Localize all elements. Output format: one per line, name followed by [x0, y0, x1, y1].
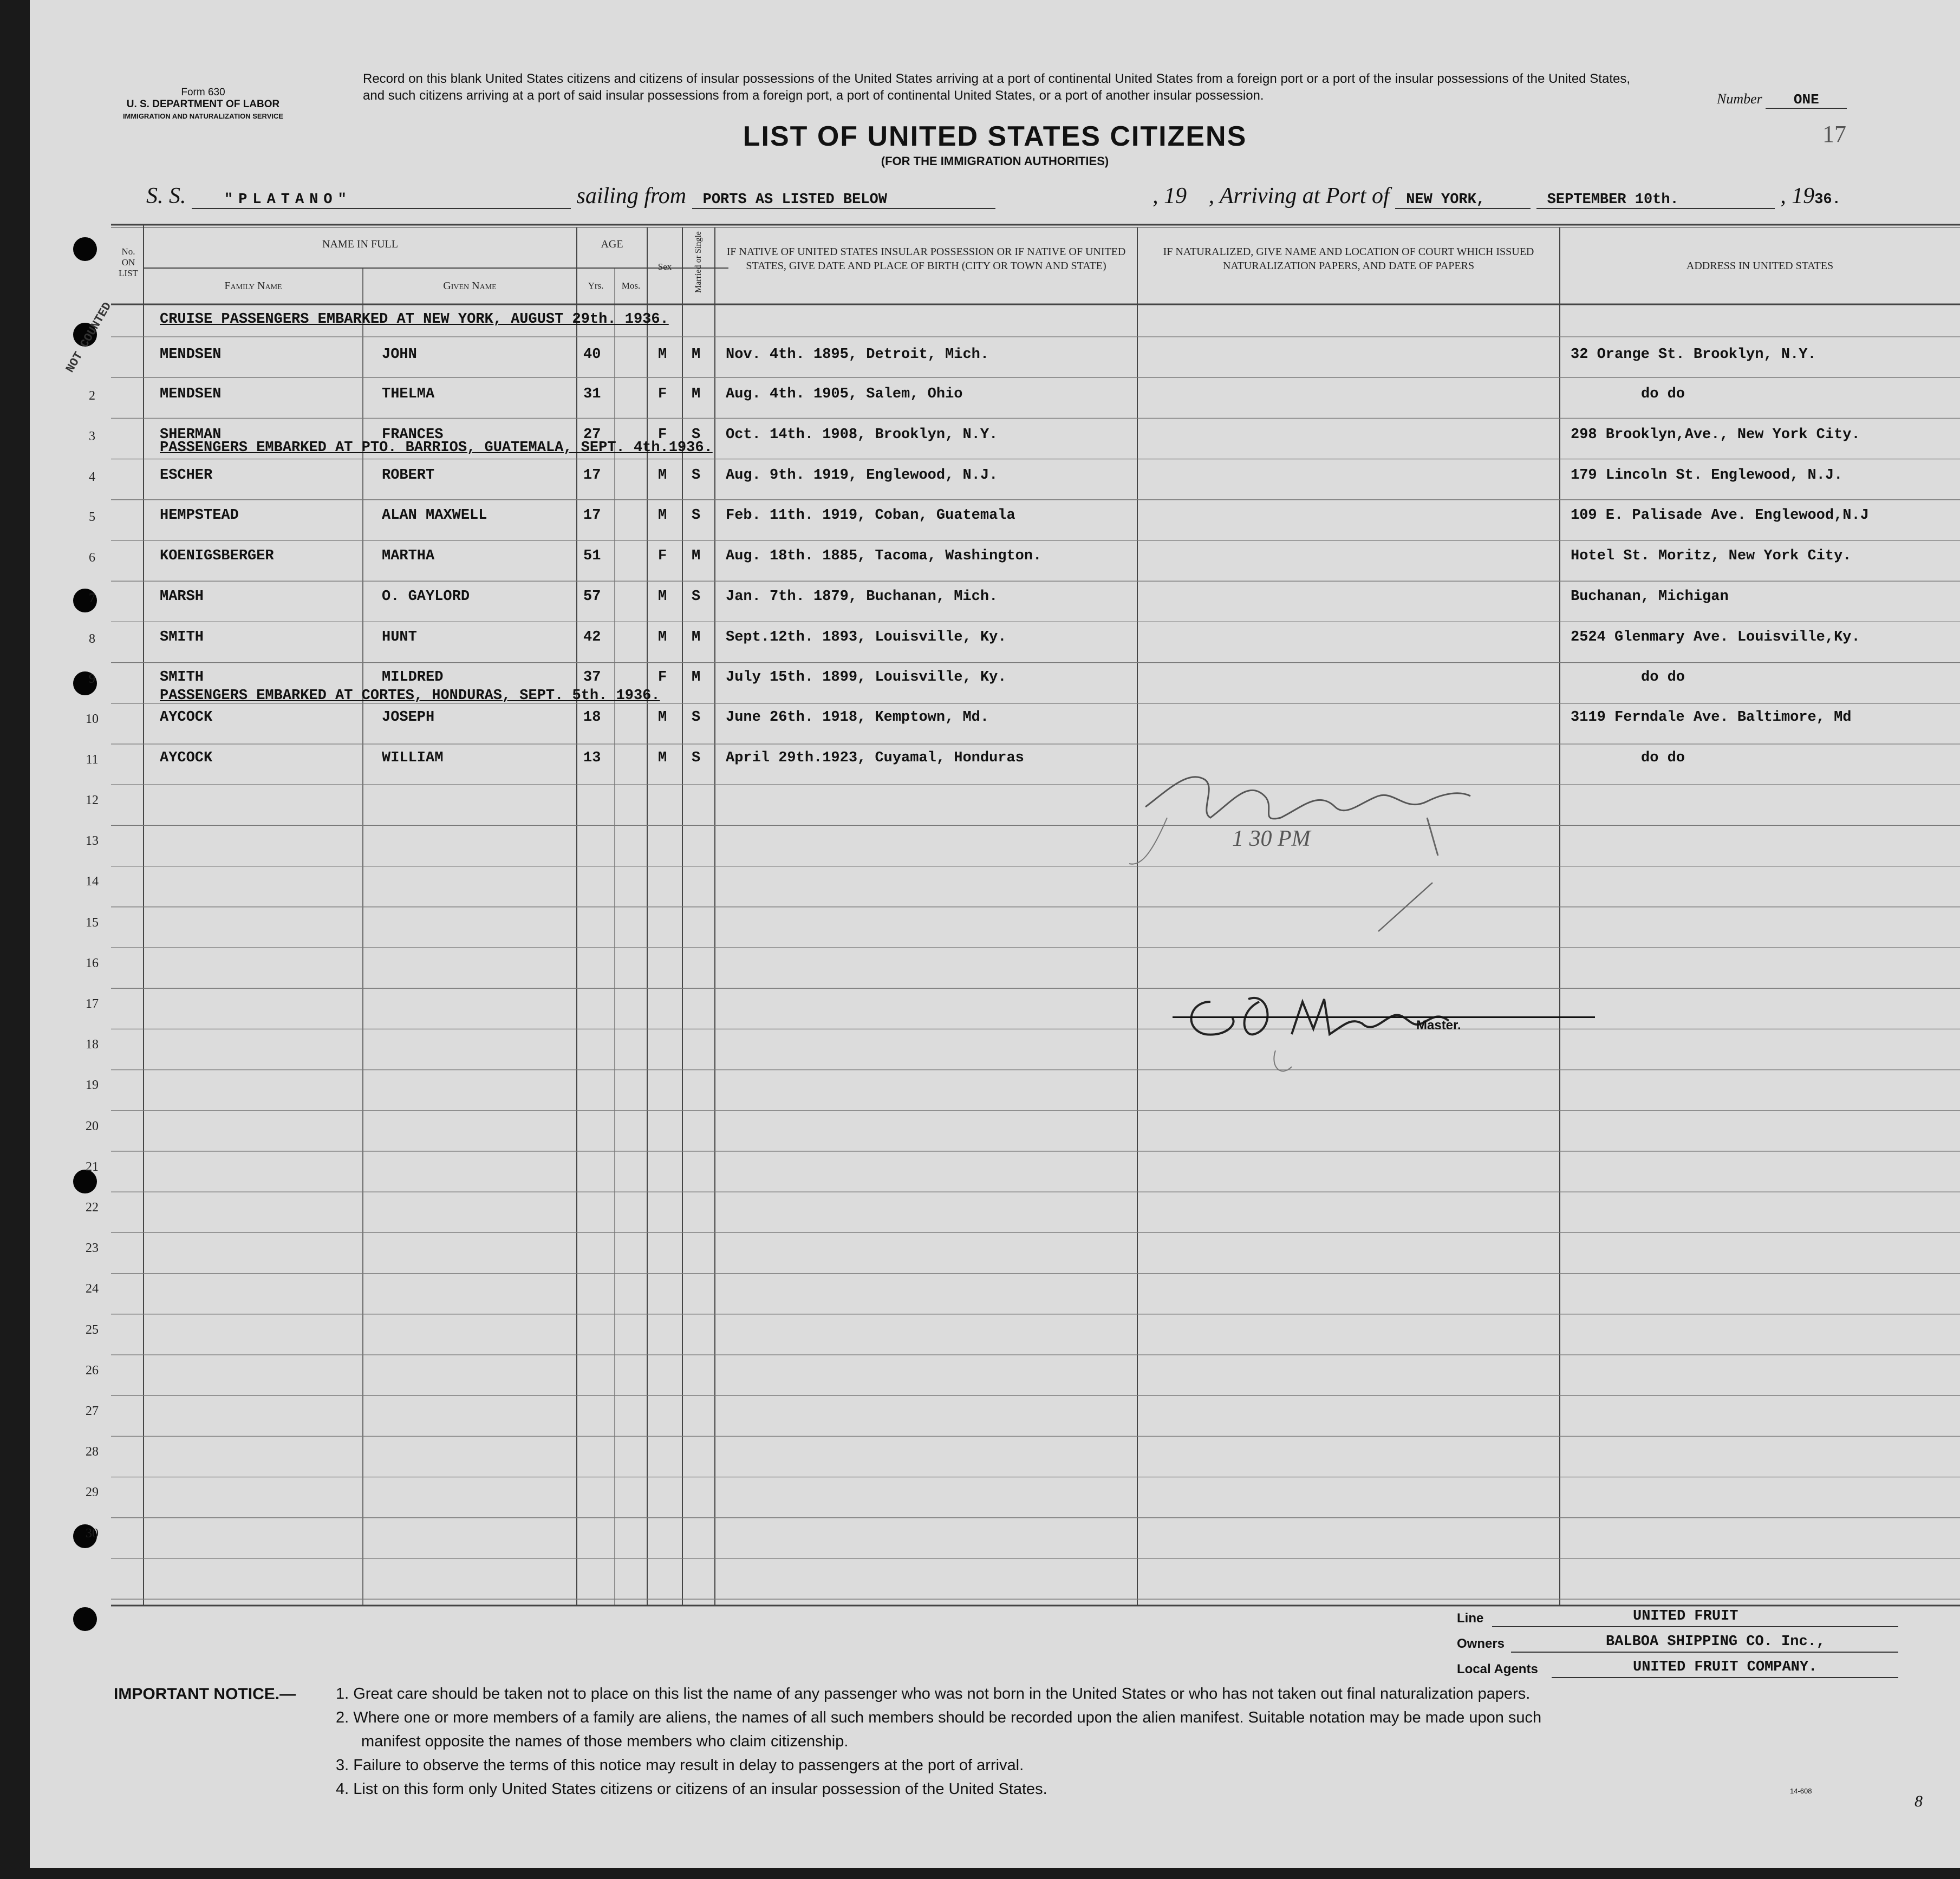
- notice-item-4: 4. List on this form only United States citizens or citizens of an insular possession of the United States.: [336, 1780, 1047, 1798]
- handwritten-inspector-signature: [1124, 758, 1514, 986]
- given-name: MILDRED: [382, 669, 444, 686]
- birth-date-place: Nov. 4th. 1895, Detroit, Mich.: [726, 347, 989, 363]
- birth-date-place: Oct. 14th. 1908, Brooklyn, N.Y.: [726, 427, 998, 443]
- header-sex: Sex: [657, 262, 672, 272]
- birth-date-place: Sept.12th. 1893, Louisville, Ky.: [726, 629, 1007, 645]
- marital-status: S: [692, 709, 701, 726]
- row-number: 9: [89, 672, 95, 686]
- age-years: 13: [583, 750, 601, 766]
- marital-status: S: [692, 589, 701, 605]
- form-number: Form 630: [181, 87, 225, 98]
- row-number: 18: [86, 1038, 99, 1052]
- marital-status: S: [692, 467, 701, 484]
- notice-item-2: 2. Where one or more members of a family are aliens, the names of all such members should be recorded upon the alien manifest. Suitable notation may be made upon such: [336, 1709, 1542, 1726]
- family-name: KOENIGSBERGER: [160, 548, 274, 564]
- row-number: 2: [89, 389, 95, 403]
- line-rule: [1492, 1626, 1898, 1627]
- number-value: ONE: [1766, 92, 1847, 109]
- master-signature-line: [1173, 1016, 1595, 1018]
- family-name: AYCOCK: [160, 709, 213, 726]
- given-name: O. GAYLORD: [382, 589, 470, 605]
- row-number: 6: [89, 551, 95, 565]
- notice-heading: IMPORTANT NOTICE.—: [114, 1685, 296, 1703]
- header-age: AGE: [601, 238, 623, 250]
- agents-rule: [1552, 1677, 1898, 1678]
- page-number: 8: [1915, 1792, 1923, 1810]
- given-name: MARTHA: [382, 548, 435, 564]
- given-name: ALAN MAXWELL: [382, 507, 487, 524]
- birth-date-place: Aug. 18th. 1885, Tacoma, Washington.: [726, 548, 1042, 564]
- margin-note: NOT COUNTED: [63, 300, 115, 375]
- row-number: 27: [86, 1404, 99, 1418]
- age-years: 40: [583, 347, 601, 363]
- address: 32 Orange St. Brooklyn, N.Y.: [1571, 347, 1816, 363]
- page-subtitle: (FOR THE IMMIGRATION AUTHORITIES): [881, 154, 1109, 168]
- given-name: FRANCES: [382, 427, 444, 443]
- age-years: 17: [583, 467, 601, 484]
- form-instructions: Record on this blank United States citizens and citizens of insular possessions of the United States arriving at a port of continental United States from a foreign port or a port of the insular possessions of the United States, and such citizens arriving at a port of said insular possessions from a foreign port, a port of continental United States, or a port of another insular possession.: [363, 71, 1630, 103]
- header-given-name: Given Name: [443, 280, 497, 292]
- row-number: 21: [86, 1159, 99, 1174]
- sex: F: [658, 386, 667, 402]
- birth-date-place: June 26th. 1918, Kemptown, Md.: [726, 709, 989, 726]
- agents-value: UNITED FRUIT COMPANY.: [1633, 1659, 1818, 1675]
- marital-status: S: [692, 427, 701, 443]
- row-number: 10: [86, 712, 99, 726]
- age-years: 57: [583, 589, 601, 605]
- address: 109 E. Palisade Ave. Englewood,N.J: [1571, 507, 1869, 524]
- row-number: 17: [86, 997, 99, 1011]
- birth-date-place: Aug. 9th. 1919, Englewood, N.J.: [726, 467, 998, 484]
- sailing-from: PORTS AS LISTED BELOW: [692, 192, 995, 209]
- sailing-label: sailing from: [576, 184, 687, 208]
- given-name: JOSEPH: [382, 709, 435, 726]
- row-number: 29: [86, 1485, 99, 1500]
- owners-rule: [1511, 1652, 1898, 1653]
- arrival-year: 36.: [1814, 192, 1841, 208]
- header-no-on-list: No. ON LIST: [119, 246, 138, 278]
- given-name: ROBERT: [382, 467, 435, 484]
- row-number: 26: [86, 1363, 99, 1378]
- address: Hotel St. Moritz, New York City.: [1571, 548, 1852, 564]
- header-married-single: Married or Single: [694, 231, 703, 293]
- sex: M: [658, 629, 667, 645]
- agents-label: Local Agents: [1457, 1662, 1538, 1676]
- birth-date-place: April 29th.1923, Cuyamal, Honduras: [726, 750, 1024, 766]
- birth-date-place: Jan. 7th. 1879, Buchanan, Mich.: [726, 589, 998, 605]
- page-title: LIST OF UNITED STATES CITIZENS: [743, 121, 1247, 152]
- row-number: 15: [86, 915, 99, 930]
- sex: M: [658, 507, 667, 524]
- marital-status: M: [692, 629, 701, 645]
- address: do do: [1641, 669, 1685, 686]
- year-label-1: , 19: [1152, 184, 1187, 208]
- address: 2524 Glenmary Ave. Louisville,Ky.: [1571, 629, 1860, 645]
- row-number: 4: [89, 470, 95, 484]
- row-number: 5: [89, 510, 95, 524]
- marital-status: M: [692, 386, 701, 402]
- row-number: 8: [89, 632, 95, 646]
- marital-status: M: [692, 347, 701, 363]
- given-name: THELMA: [382, 386, 435, 402]
- family-name: MENDSEN: [160, 347, 222, 363]
- ss-label: S. S.: [146, 184, 186, 208]
- row-number: 24: [86, 1282, 99, 1296]
- number-label: Number: [1717, 91, 1762, 107]
- header-name-in-full: NAME IN FULL: [322, 238, 398, 250]
- age-years: 42: [583, 629, 601, 645]
- handwritten-time-note: 1 30 PM: [1232, 826, 1311, 851]
- header-naturalized: IF NATURALIZED, GIVE NAME AND LOCATION OF COURT WHICH ISSUED NATURALIZATION PAPERS, AND DATE OF PAPERS: [1163, 246, 1534, 272]
- department-name: U. S. DEPARTMENT OF LABOR: [126, 99, 280, 110]
- address: Buchanan, Michigan: [1571, 589, 1729, 605]
- service-name: IMMIGRATION AND NATURALIZATION SERVICE: [122, 112, 284, 120]
- age-years: 51: [583, 548, 601, 564]
- age-years: 27: [583, 427, 601, 443]
- row-number: 13: [86, 834, 99, 849]
- arriving-label: , Arriving at Port of: [1208, 184, 1390, 208]
- family-name: AYCOCK: [160, 750, 213, 766]
- sex: F: [658, 669, 667, 686]
- sex: M: [658, 467, 667, 484]
- print-code: 14-608: [1790, 1787, 1812, 1795]
- age-years: 18: [583, 709, 601, 726]
- owners-value: BALBOA SHIPPING CO. Inc.,: [1606, 1634, 1826, 1650]
- sex: M: [658, 347, 667, 363]
- year-label-2: , 19: [1780, 184, 1815, 208]
- header-address: ADDRESS IN UNITED STATES: [1686, 260, 1834, 272]
- notice-item-2-cont: manifest opposite the names of those members who claim citizenship.: [361, 1733, 849, 1750]
- marital-status: M: [692, 669, 701, 686]
- age-years: 31: [583, 386, 601, 402]
- arrival-port: NEW YORK,: [1395, 192, 1531, 209]
- birth-date-place: July 15th. 1899, Louisville, Ky.: [726, 669, 1007, 686]
- owners-label: Owners: [1457, 1636, 1505, 1651]
- row-number: 7: [89, 591, 95, 605]
- row-number: 11: [86, 753, 99, 767]
- row-number: 30: [86, 1526, 99, 1541]
- master-label: Master.: [1416, 1018, 1461, 1033]
- address: do do: [1641, 750, 1685, 766]
- family-name: MENDSEN: [160, 386, 222, 402]
- sex: M: [658, 750, 667, 766]
- header-mos: Mos.: [621, 280, 641, 291]
- given-name: WILLIAM: [382, 750, 444, 766]
- family-name: SMITH: [160, 669, 204, 686]
- family-name: MARSH: [160, 589, 204, 605]
- sex: F: [658, 548, 667, 564]
- row-number: 12: [86, 793, 99, 807]
- section-heading: PASSENGERS EMBARKED AT PTO. BARRIOS, GUATEMALA, SEPT. 4th.1936.: [160, 440, 713, 456]
- age-years: 17: [583, 507, 601, 524]
- row-number: 14: [86, 875, 99, 889]
- family-name: SHERMAN: [160, 427, 222, 443]
- header-yrs: Yrs.: [588, 280, 604, 291]
- family-name: SMITH: [160, 629, 204, 645]
- family-name: HEMPSTEAD: [160, 507, 239, 524]
- handwritten-page-mark: 17: [1822, 121, 1846, 147]
- header-family-name: Family Name: [224, 280, 282, 292]
- given-name: JOHN: [382, 347, 417, 363]
- sex: F: [658, 427, 667, 443]
- age-years: 37: [583, 669, 601, 686]
- row-number: 23: [86, 1241, 99, 1256]
- marital-status: S: [692, 750, 701, 766]
- marital-status: S: [692, 507, 701, 524]
- row-number: 20: [86, 1119, 99, 1133]
- address: 3119 Ferndale Ave. Baltimore, Md: [1571, 709, 1852, 726]
- sex: M: [658, 589, 667, 605]
- line-label: Line: [1457, 1611, 1484, 1626]
- row-number: 19: [86, 1078, 99, 1093]
- given-name: HUNT: [382, 629, 417, 645]
- family-name: ESCHER: [160, 467, 213, 484]
- row-number: 16: [86, 956, 99, 970]
- notice-item-1: 1. Great care should be taken not to place on this list the name of any passenger who was not born in the United States or who has not taken out final naturalization papers.: [336, 1685, 1531, 1702]
- document-page: [30, 0, 1960, 1868]
- row-number: 3: [89, 429, 95, 443]
- arrival-date: SEPTEMBER 10th.: [1536, 192, 1775, 209]
- notice-item-3: 3. Failure to observe the terms of this notice may result in delay to passengers at the port of arrival.: [336, 1757, 1024, 1774]
- address: 298 Brooklyn,Ave., New York City.: [1571, 427, 1860, 443]
- birth-date-place: Feb. 11th. 1919, Coban, Guatemala: [726, 507, 1015, 524]
- row-number: 22: [86, 1201, 99, 1215]
- sex: M: [658, 709, 667, 726]
- ship-name: "PLATANO": [192, 192, 571, 209]
- row-number: 25: [86, 1322, 99, 1337]
- line-value: UNITED FRUIT: [1633, 1608, 1738, 1624]
- address: do do: [1641, 386, 1685, 402]
- row-number: 28: [86, 1445, 99, 1459]
- birth-date-place: Aug. 4th. 1905, Salem, Ohio: [726, 386, 963, 402]
- header-birth: IF NATIVE OF UNITED STATES INSULAR POSSESSION OR IF NATIVE OF UNITED STATES, GIVE DATE AND PLACE OF BIRTH (CITY OR TOWN AND STATE): [726, 246, 1126, 272]
- section-heading: CRUISE PASSENGERS EMBARKED AT NEW YORK, AUGUST 29th. 1936.: [160, 311, 669, 328]
- address: 179 Lincoln St. Englewood, N.J.: [1571, 467, 1843, 484]
- section-heading: PASSENGERS EMBARKED AT CORTES, HONDURAS, SEPT. 5th. 1936.: [160, 688, 660, 704]
- marital-status: M: [692, 548, 701, 564]
